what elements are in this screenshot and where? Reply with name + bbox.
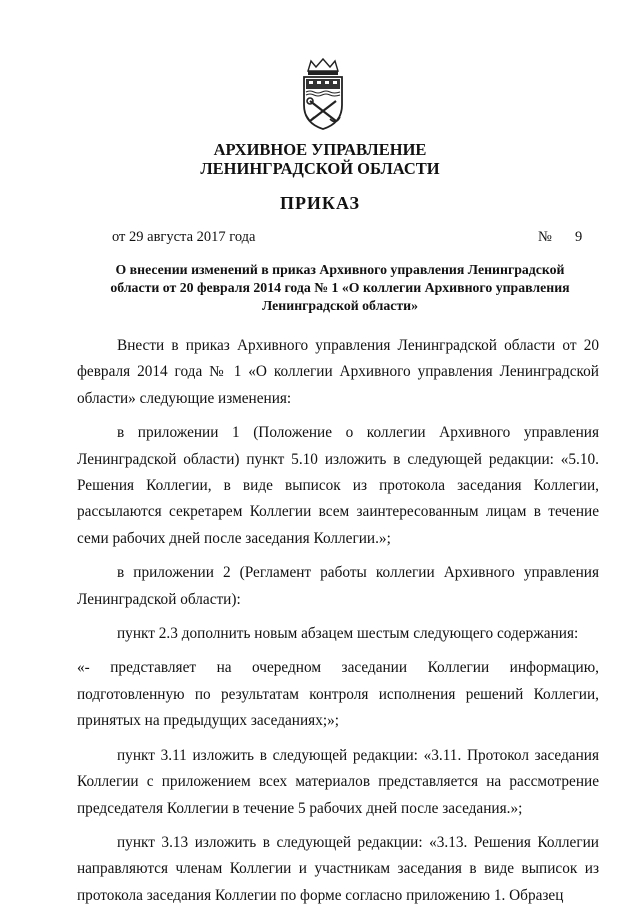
- number-sign: №: [538, 229, 552, 245]
- paragraph: Внести в приказ Архивного управления Ленинградской области от 20 февраля 2014 года № 1 «О коллегии Архивного управления Ленинградской области» следующие изменения:: [77, 337, 599, 407]
- paragraph: пункт 3.11 изложить в следующей редакции: «3.11. Протокол заседания Коллегии с приложением всех материалов представляется на рассмотрение председателя Коллегии в течение 5 рабочих дней после заседания.»;: [77, 746, 599, 817]
- document-date: от 29 августа 2017 года: [112, 229, 256, 245]
- document-body: [77, 333, 599, 917]
- document-number: 9: [575, 229, 583, 245]
- coat-of-arms-icon: [300, 57, 346, 131]
- document-type-title: ПРИКАЗ: [279, 193, 361, 213]
- org-name-line1: АРХИВНОЕ УПРАВЛЕНИЕ: [213, 140, 427, 159]
- org-name-line2: ЛЕНИНГРАДСКОЙ ОБЛАСТИ: [200, 159, 440, 178]
- paragraph: пункт 3.13 изложить в следующей редакции: «3.13. Решения Коллегии направляются членам Коллегии и участникам заседания в виде выписок из протокола заседания Коллегии по форме согласно приложению 1. Образец: [77, 833, 599, 904]
- paragraph: в приложении 2 (Регламент работы коллегии Архивного управления Ленинградской области):: [77, 564, 599, 608]
- document-subject: О внесении изменений в приказ Архивного управления Ленинградской области от 20 февраля 2014 года № 1 «О коллегии Архивного управления Ленинградской области»: [110, 262, 570, 313]
- paragraph: пункт 2.3 дополнить новым абзацем шестым следующего содержания:: [117, 625, 579, 643]
- paragraph: «- представляет на очередном заседании Коллегии информацию, подготовленную по результатам контроля исполнения решений Коллегии, принятых на предыдущих заседаниях;»;: [77, 659, 599, 730]
- paragraph: в приложении 1 (Положение о коллегии Архивного управления Ленинградской области) пункт 5.10 изложить в следующей редакции: «5.10. Решения Коллегии, в виде выписок из протокола заседания Коллегии, рассылаются секретарем Коллегии всем заинтересованным лицам в течение семи рабочих дней после заседания Коллегии.»;: [77, 424, 599, 547]
